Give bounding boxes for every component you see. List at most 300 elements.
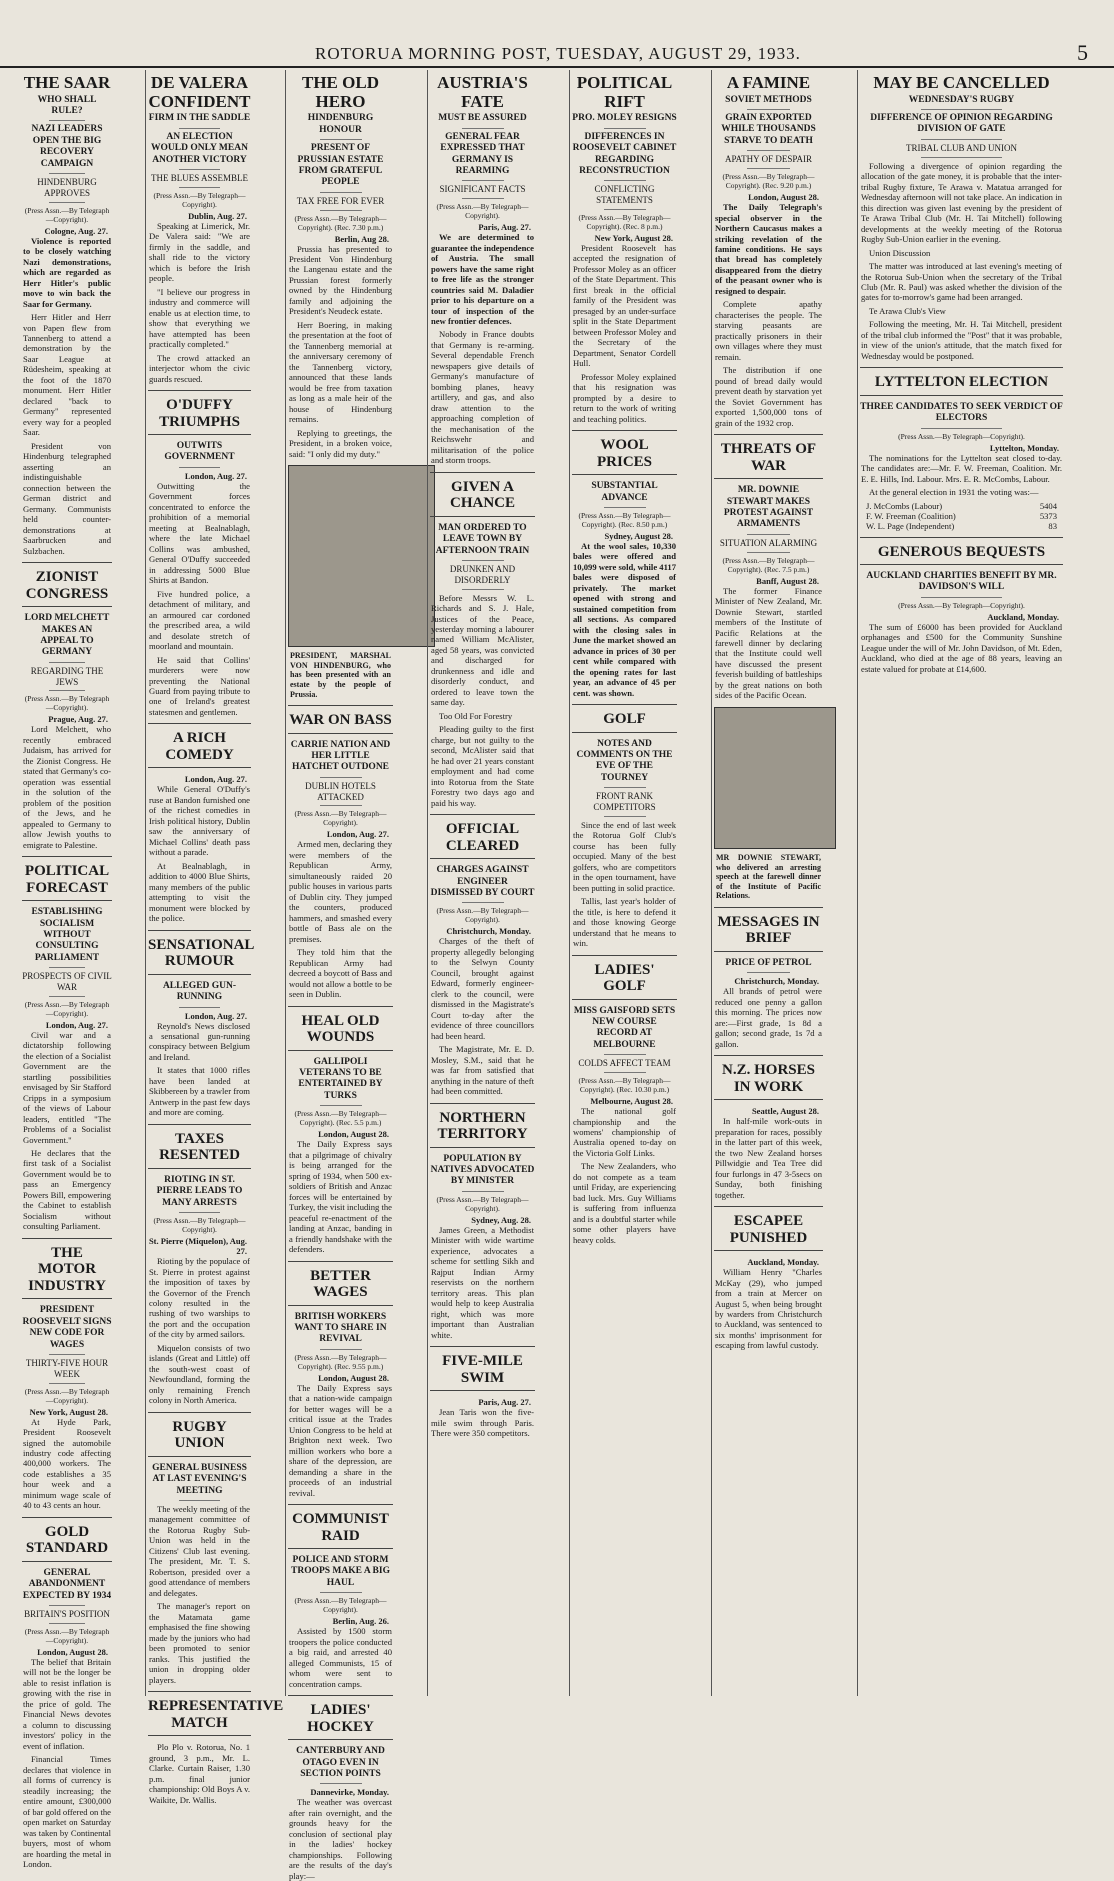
article xyxy=(22,74,112,556)
headline-box xyxy=(22,74,112,93)
divider xyxy=(462,180,504,181)
article xyxy=(148,1124,251,1406)
article xyxy=(288,1504,393,1689)
dateline: Lyttelton, Monday. xyxy=(989,442,1059,453)
press-credit: (Press Assn.—By Telegraph—Copyright). (Rec. 9.55 p.m.) xyxy=(294,1352,387,1371)
article-subhead: BRITAIN'S POSITION xyxy=(24,1609,110,1620)
article xyxy=(148,390,251,717)
article-headline: GENEROUS BEQUESTS xyxy=(877,543,1046,560)
divider xyxy=(179,169,220,170)
press-credit: (Press Assn.—By Telegraph—Copyright). xyxy=(898,431,1025,441)
article-headline: RUGBY UNION xyxy=(172,1418,227,1452)
divider xyxy=(49,662,85,663)
article-subhead: WEDNESDAY'S RUGBY xyxy=(908,94,1015,105)
body-paragraph: Reynold's News disclosed a sensational gun-running conspiracy between Belgium and Ireland. xyxy=(149,1020,250,1062)
divider xyxy=(604,1072,646,1073)
headline-box xyxy=(572,955,677,1000)
article-headline: WOOL PRICES xyxy=(596,437,652,470)
article-headline: GOLD STANDARD xyxy=(25,1523,109,1557)
article-subhead: CANTERBURY AND OTAGO EVEN IN SECTION POINTS xyxy=(296,1746,385,1779)
body-paragraph: The belief that Britain will not be the longer be able to resist inflation is growing with the rise in the price of gold. The Financial News devotes a column to discussing investors' policy in the event of inflation. xyxy=(23,1656,111,1751)
dateline: London, Aug. 27. xyxy=(45,1019,108,1030)
article-subhead: PRICE OF PETROL xyxy=(725,957,812,968)
headline-box xyxy=(430,814,535,859)
body-paragraph: The New Zealanders, who do not compete as a team until Friday, are experiencing bad luck. Mrs. Guy Williams is suffering from influenza and is a doubtful starter while some other players have heavy colds. xyxy=(573,1161,676,1245)
divider xyxy=(604,180,646,181)
article xyxy=(430,1103,535,1341)
column-5 xyxy=(569,70,679,1696)
article-subhead: GENERAL FEAR EXPRESSED THAT GERMANY IS REARMING xyxy=(440,131,525,176)
dateline: New York, August 28. xyxy=(29,1406,108,1417)
divider xyxy=(179,1212,220,1213)
headline-box xyxy=(572,74,677,111)
column-3 xyxy=(285,70,395,1881)
dateline: Dannevirke, Monday. xyxy=(310,1787,389,1798)
article-subhead: GENERAL ABANDONMENT EXPECTED BY 1934 xyxy=(22,1567,112,1601)
article xyxy=(288,1695,393,1881)
article xyxy=(430,1346,535,1438)
headline-box xyxy=(714,907,823,952)
article xyxy=(714,434,823,701)
article-subhead: SIGNIFICANT FACTS xyxy=(439,184,526,195)
divider xyxy=(747,552,791,553)
divider xyxy=(921,597,1002,598)
article-subhead: TRIBAL CLUB AND UNION xyxy=(906,142,1017,153)
result-row xyxy=(866,501,1057,511)
headline-box xyxy=(22,562,112,607)
body-paragraph: Herr Hitler and Herr von Papen flew from Tannenberg to attend a demonstration by the Saar League at Rüdesheim, speaking at the foot of the 1870 monument. Herr Hitler declared "back to Germany" represented every way for a peopled Saar. xyxy=(23,312,111,438)
body-paragraph: Assisted by 1500 storm troopers the police conducted a big raid, and arrested 40 alleged Communists, 15 of whom were sent to concentration camps. xyxy=(289,1626,392,1689)
body-paragraph: Five hundred police, a detachment of military, and an armoured car cordoned the prescribed area, a wild and desolate stretch of moorland and mountain. xyxy=(149,588,250,652)
divider xyxy=(604,128,646,129)
lead-paragraph: We are determined to guarantee the independence of Austria. The small powers have the same right to free life as the stronger countries said M. Daladier prior to his departure on a tour of inspection of the new frontier defences. xyxy=(431,232,534,326)
result-row xyxy=(866,511,1057,521)
divider xyxy=(462,1191,504,1192)
headline-box xyxy=(860,74,1063,93)
body-paragraph: The sum of £6000 has been provided for Auckland orphanages and £500 for the Community Sunshine League under the will of Mr. John Davidson, of Mt. Eden, Auckland, who died at the age of 88 years, leaving an estate valued for probate at £14,600. xyxy=(861,621,1062,674)
dateline: Melbourne, August 28. xyxy=(590,1096,673,1107)
article-subhead: MR. DOWNIE STEWART MAKES PROTEST AGAINST ARMAMENTS xyxy=(723,485,814,530)
divider xyxy=(179,1500,220,1501)
body-paragraph: Prussia has presented to President Von Hindenburg the Langenau estate and the Prussian forest formerly owned by the Hindenburg family and adjoining the President's Neudeck estate. xyxy=(289,243,392,317)
body-paragraph: Professor Moley explained that his resignation was prompted by a desire to return to the work of writing and teaching politics. xyxy=(573,371,676,424)
dateline: Banff, August 28. xyxy=(756,575,819,586)
divider xyxy=(49,690,85,691)
article-subhead: OUTWITS GOVERNMENT xyxy=(164,441,235,463)
article-subhead: LORD MELCHETT MAKES AN APPEAL TO GERMANY xyxy=(24,613,110,658)
article-subhead: HINDENBURG APPROVES xyxy=(37,177,97,198)
divider xyxy=(320,1105,362,1106)
body-paragraph: Outwitting the Government forces concentrated to enforce the prohibition of a memorial meeting at Bealnablagh, where the late Michael Collins was ambushed, General O'Duffy succeeded in addressing 5000 Blue Shirts at Bandon. xyxy=(149,480,250,586)
body-paragraph: The nominations for the Lyttelton seat closed to-day. The candidates are:—Mr. F. W. Freeman, Coalition. Mr. E. E. Hills, Ind. Labour. Mrs. E. R. McCombs, Labour. xyxy=(861,452,1062,484)
article xyxy=(22,1517,112,1870)
candidate-name: F. W. Freeman (Coalition) xyxy=(866,510,956,521)
article-subhead: AUCKLAND CHARITIES BENEFIT BY MR. DAVIDSON'S WILL xyxy=(866,571,1057,593)
body-paragraph: President Roosevelt has accepted the resignation of Professor Moley as an officer of the State Department. This first break in the official family of the President was presaged by an under-surface split in the State Department between Professor Moley and the Secretary of the Department, Senator Cordell Hull. xyxy=(573,242,676,369)
dateline: Christchurch, Monday. xyxy=(446,926,531,937)
divider xyxy=(320,192,362,193)
body-paragraph: Pleading guilty to the first charge, but not guilty to the second, McAlister said that he had over 21 years constant employment and had come into Rotorua from the State Forestry two days ago and paid his way. xyxy=(431,724,534,808)
body-paragraph: It states that 1000 rifles have been landed at Skibbereen by a trawler from Antwerp in the past few days and more are coming. xyxy=(149,1065,250,1118)
article-headline: BETTER WAGES xyxy=(310,1267,371,1301)
article-subhead: CHARGES AGAINST ENGINEER DISMISSED BY COURT xyxy=(430,865,535,899)
body-paragraph: "I believe our progress in industry and commerce will enable us at election time, to show that everything we have attempted has been practically completed." xyxy=(149,286,250,350)
press-credit: (Press Assn.—By Telegraph—Copyright). (Rec. 7.5 p.m.) xyxy=(722,555,815,574)
body-paragraph: The matter was introduced at last evening's meeting of the Rotorua Sub-Union when the secretary of the Tribal Club (Mr. R. Paul) was asked whether the division of the gates for to-morrow's game had been arranged. xyxy=(861,261,1062,303)
divider xyxy=(462,560,504,561)
masthead-rule xyxy=(0,66,1114,68)
divider xyxy=(604,1054,646,1055)
headline-box xyxy=(288,1261,393,1306)
dateline: St. Pierre (Miquelon), Aug. 27. xyxy=(148,1236,247,1257)
headline-box xyxy=(430,472,535,517)
divider xyxy=(49,173,85,174)
headline-box xyxy=(288,705,393,734)
body-paragraph: Speaking at Limerick, Mr. De Valera said: "We are firmly in the saddle, and shall ride to the victory which is before the Irish people. xyxy=(149,220,250,284)
photo-caption: MR DOWNIE STEWART, who delivered an arresting speech at the farewell dinner of the Institute of Pacific Relations. xyxy=(716,852,821,901)
body-paragraph: The weekly meeting of the management committee of the Rotorua Rugby Sub-Union was held in the Citizens' Club last evening. The president, Mr. T. S. Robertson, presided over a good attendance of members and delegates. xyxy=(149,1504,250,1598)
article-headline: THREATS OF WAR xyxy=(720,441,817,474)
headline-box xyxy=(714,1206,823,1251)
dateline: Seattle, August 28. xyxy=(751,1106,819,1117)
article xyxy=(288,705,393,1000)
article-subhead: SOVIET METHODS xyxy=(725,94,812,105)
press-credit: (Press Assn.—By Telegraph—Copyright). xyxy=(24,205,110,224)
article-subhead: HINDENBURG HONOUR xyxy=(307,113,374,135)
divider xyxy=(921,157,1002,158)
body-paragraph: President von Hindenburg telegraphed asserting an indistinguishable connection between the German district and Germany. Communists held counter-demonstrations at Saarbrucken and Sulzbachen. xyxy=(23,440,111,556)
vote-count: 5373 xyxy=(1039,510,1057,521)
body-paragraph: Miquelon consists of two islands (Great and Little) off the south-west coast of Newfoundland, forming the only remaining French colony in North America. xyxy=(149,1342,250,1406)
article-subhead: CONFLICTING STATEMENTS xyxy=(594,184,655,206)
article-headline: WAR ON BASS xyxy=(289,712,392,729)
divider xyxy=(49,202,85,203)
candidate-name: J. McCombs (Labour) xyxy=(866,500,943,511)
body-paragraph: Civil war and a dictatorship following the election of a Socialist Government are the startling possibilities envisaged by Sir Stafford Cripps in a symposium of the views of Labour leaders, entitled "The Problems of a Socialist Government." xyxy=(23,1029,111,1145)
article-headline: O'DUFFY TRIUMPHS xyxy=(159,397,240,430)
column-7 xyxy=(857,70,1065,1696)
body-paragraph: Too Old For Forestry xyxy=(439,710,513,721)
body-paragraph: The former Finance Minister of New Zealand, Mr. Downie Stewart, startled members of the Institute of Pacific Relations at the farewell dinner by declaring that the Institute could well have discussed the present feverish building of battleships by the great nations on both sides of the Pacific Ocean. xyxy=(715,585,822,701)
headline-box xyxy=(430,1346,535,1391)
article-headline: THE OLD HERO xyxy=(302,73,379,111)
article xyxy=(22,562,112,850)
article-headline: NORTHERN TERRITORY xyxy=(437,1109,528,1143)
dateline: London, Aug. 27. xyxy=(184,470,247,481)
article-headline: LADIES' HOCKEY xyxy=(307,1702,374,1735)
dateline: Dublin, Aug. 27. xyxy=(188,210,247,221)
column-2 xyxy=(145,70,284,1805)
article-headline: HEAL OLD WOUNDS xyxy=(301,1012,380,1046)
article-subhead: THIRTY-FIVE HOUR WEEK xyxy=(25,1357,109,1379)
divider xyxy=(462,589,504,590)
divider xyxy=(747,150,791,151)
press-credit: (Press Assn.—By Telegraph—Copyright). xyxy=(153,190,246,209)
article-headline: ESCAPEE PUNISHED xyxy=(729,1213,808,1246)
body-paragraph: Since the end of last week the Rotorua Golf Club's course has been fully occupied. Many of the best golfers, who are competitors in the open tournament, have been putting in solid practice. xyxy=(573,819,676,893)
article-headline: N.Z. HORSES IN WORK xyxy=(722,1062,815,1095)
dateline: Berlin, Aug 28. xyxy=(334,233,389,244)
article xyxy=(288,74,393,459)
headline-box xyxy=(148,1124,251,1169)
divider xyxy=(604,787,646,788)
body-paragraph: Te Arawa Club's View xyxy=(869,305,946,316)
portrait-photo xyxy=(714,707,836,849)
article-subhead: ESTABLISHING SOCIALISM WITHOUT CONSULTING PARLIAMENT xyxy=(31,907,103,963)
article-headline: A FAMINE xyxy=(726,73,811,92)
divider xyxy=(320,210,362,211)
article-headline: SENSATIONAL RUMOUR xyxy=(148,936,255,970)
dateline: London, August 28. xyxy=(37,1646,108,1657)
dateline: New York, August 28. xyxy=(594,232,673,243)
press-credit: (Press Assn.—By Telegraph—Copyright). (Rec. 9.20 p.m.) xyxy=(722,172,815,191)
divider xyxy=(49,996,85,997)
article-subhead: ALLEGED GUN-RUNNING xyxy=(162,980,237,1003)
article xyxy=(714,74,823,428)
body-paragraph: The Magistrate, Mr. E. D. Mosley, S.M., said that he was far from satisfied that anything in the nature of theft had been committed. xyxy=(431,1044,534,1097)
article-headline: POLITICAL FORECAST xyxy=(24,863,110,896)
article-subhead: MUST BE ASSURED xyxy=(438,113,527,124)
vote-count: 83 xyxy=(1048,520,1057,531)
divider xyxy=(921,428,1002,429)
body-paragraph: Nobody in France doubts that Germany is re-arming. Several dependable French newspapers give details of Germany's manufacture of bombing planes, heavy artillery, and gas, and also draw attention to the approaching completion of the mechanisation of the Reichswehr and militarisation of the police and storm troops. xyxy=(431,329,534,466)
press-credit: (Press Assn.—By Telegraph—Copyright). xyxy=(24,694,110,713)
dateline: Auckland, Monday. xyxy=(987,611,1059,622)
body-paragraph: In half-mile work-outs in preparation for races, possibly in the latter part of this week, the two New Zealand horses Pillwidgie and Tea Tree did four furlongs in 47 3-5secs on Sunday, both finishing together. xyxy=(715,1116,822,1200)
article-headline: GOLF xyxy=(603,711,646,728)
article xyxy=(430,74,535,466)
body-paragraph: The national golf championship and the womens' championship of Australia opened to-day on the Victoria Golf Links. xyxy=(573,1106,676,1158)
body-paragraph: He said that Collins' murderers were now preventing the National Guard from paying tribute to one of Ireland's greatest statesmen and gentlemen. xyxy=(149,654,250,717)
article xyxy=(572,704,677,948)
divider xyxy=(179,1007,220,1008)
dateline: Berlin, Aug. 26. xyxy=(332,1616,389,1627)
press-credit: (Press Assn.—By Telegraph—Copyright). (Rec. 7.30 p.m.) xyxy=(294,213,387,232)
article-subhead: RIOTING IN ST. PIERRE LEADS TO MANY ARRESTS xyxy=(156,1174,243,1208)
lead-paragraph: Violence is reported to be closely watching Nazi demonstrations, which are regarded as Herr Hitler's public move to win back the Saar for Germany. xyxy=(23,235,111,309)
divider xyxy=(49,1354,85,1355)
page-number: 5 xyxy=(1077,40,1088,65)
body-paragraph: William Henry "Charles McKay (29), who jumped from a train at Mercer on August 5, when being brought by warders from Christchurch to Auckland, was sentenced to six months' imprisonment for escaping from lawful custody. xyxy=(715,1267,822,1351)
headline-box xyxy=(148,930,255,975)
article xyxy=(148,74,251,384)
headline-box xyxy=(148,390,251,435)
body-paragraph: He declares that the first task of a Socialist Government would be to pass an Emergency Powers Bill, empowering the Cabinet to establish Socialism without consulting Parliament. xyxy=(23,1148,111,1232)
article-subhead: MAN ORDERED TO LEAVE TOWN BY AFTERNOON TRAIN xyxy=(435,522,530,556)
article xyxy=(572,74,677,424)
article-subhead: AN ELECTION WOULD ONLY MEAN ANOTHER VICTORY xyxy=(151,131,248,165)
headline-box xyxy=(288,74,393,111)
dateline: Cologne, Aug. 27. xyxy=(44,225,108,236)
article-subhead: GENERAL BUSINESS AT LAST EVENING'S MEETING xyxy=(152,1462,247,1496)
article-headline: LYTTELTON ELECTION xyxy=(874,374,1049,391)
headline-box xyxy=(22,856,112,901)
article-subhead: THE BLUES ASSEMBLE xyxy=(150,172,248,183)
article xyxy=(430,814,535,1096)
dateline: London, Aug. 27. xyxy=(326,829,389,840)
article xyxy=(714,707,823,901)
body-paragraph: While General O'Duffy's ruse at Bandon furnished one of the richest comedies in Irish political history, Dublin saw the anniversary of Michael Collins' death pass without a parade. xyxy=(149,784,250,858)
divider xyxy=(747,534,791,535)
divider xyxy=(49,1605,85,1606)
article xyxy=(148,930,255,1118)
article-headline: ZIONIST CONGRESS xyxy=(25,569,109,602)
article-subhead: SITUATION ALARMING xyxy=(719,537,818,548)
result-row xyxy=(866,521,1057,531)
article-subhead: CARRIE NATION AND HER LITTLE HATCHET OUTDONE xyxy=(290,739,391,773)
dateline: London, Aug. 27. xyxy=(184,1010,247,1021)
article-subhead: APATHY OF DESPAIR xyxy=(724,154,813,165)
divider xyxy=(320,777,362,778)
article-headline: POLITICAL RIFT xyxy=(576,73,673,111)
article xyxy=(714,907,823,1049)
press-credit: (Press Assn.—By Telegraph—Copyright). xyxy=(294,809,387,828)
body-paragraph: Jean Taris won the five-mile swim through Paris. There were 350 competitors. xyxy=(431,1407,534,1439)
dateline: Paris, Aug. 27. xyxy=(478,1397,531,1408)
article xyxy=(288,1261,393,1499)
article xyxy=(22,1238,112,1511)
press-credit: (Press Assn.—By Telegraph—Copyright). xyxy=(436,906,529,925)
article-subhead: POLICE AND STORM TROOPS MAKE A BIG HAUL xyxy=(291,1555,390,1588)
body-paragraph: Replying to greetings, the President, in a broken voice, said: "I only did my duty." xyxy=(289,427,392,459)
headline-box xyxy=(148,1691,284,1736)
dateline: London, August 28. xyxy=(318,1372,389,1383)
article-subhead: POPULATION BY NATIVES ADVOCATED BY MINISTER xyxy=(430,1153,535,1187)
photo-caption: PRESIDENT, MARSHAL VON HINDENBURG, who has been presented with an estate by the people of Prussia. xyxy=(290,651,391,699)
article xyxy=(714,1206,823,1351)
body-paragraph: James Green, a Methodist Minister with wide wartime experience, advocates a scheme for settling Sikh and Rajput Indian Army reservists on the northern territory areas. This plan would help to keep Australia right, which was more important than Australian white. xyxy=(431,1224,534,1340)
body-paragraph: The distribution if one pound of bread daily would prevent death by starvation yet the Soviet Government has exported 1,500,000 tons of grain of the 1932 crop. xyxy=(715,365,822,428)
headline-box xyxy=(714,434,823,479)
headline-box xyxy=(430,1103,535,1148)
divider xyxy=(49,120,85,121)
article xyxy=(430,472,535,808)
dateline: Christchurch, Monday. xyxy=(734,976,819,987)
body-paragraph: At Bealnablagh, in addition to 4000 Blue Shirts, many members of the public attempting to visit the monument were blocked by the police. xyxy=(149,860,250,924)
column-6 xyxy=(711,70,825,1696)
headline-box xyxy=(714,1055,823,1100)
article-headline: FIVE-MILE SWIM xyxy=(442,1353,523,1386)
body-paragraph: At the general election in 1931 the voting was:— xyxy=(869,487,1039,498)
article-headline: DE VALERA CONFIDENT xyxy=(148,73,251,111)
headline-box xyxy=(860,367,1063,396)
dateline: London, Aug. 27. xyxy=(184,774,247,785)
body-paragraph: The Daily Express says that a nation-wide campaign for better wages will be a critical issue at the Trades Union Congress to be held at Brighton next week. Two million workers who bore a share of the depression, are demanding a share in the proceeds of an industrial revival. xyxy=(289,1382,392,1498)
press-credit: (Press Assn.—By Telegraph—Copyright). (Rec. 10.30 p.m.) xyxy=(578,1076,671,1095)
article-subhead: PRESENT OF PRUSSIAN ESTATE FROM GRATEFUL PEOPLE xyxy=(297,143,384,188)
article xyxy=(572,430,677,698)
body-paragraph: Following a divergence of opinion regarding the allocation of the gate money, it is probable that the inter-tribal Rugby fixture, Te Arawa v. Matatua arranged for Wednesday afternoon will not take place. An indication in this direction was given last evening by the president of Te Arawa Tribal Club (Mr. H. Tai Mitchell) following developments at the weekly meeting of the Rotorua Rugby Sub-Union earlier in the evening. xyxy=(861,160,1062,245)
divider xyxy=(921,109,1002,110)
article xyxy=(288,465,393,699)
article-subhead: WHO SHALL RULE? xyxy=(37,94,97,117)
body-paragraph: Tallis, last year's holder of the title, is here to defend it and those knowing George understand that he means to win. xyxy=(573,896,676,949)
body-paragraph: Union Discussion xyxy=(869,247,931,258)
body-paragraph: The manager's report on the Matamata game emphasised the fine showing made by the juniors who had been promoted to senior ranks. This justified the union in dropping older players. xyxy=(149,1601,250,1685)
article xyxy=(714,1055,823,1200)
dateline: Sydney, August 28. xyxy=(604,530,673,541)
body-paragraph: Charges of the theft of property allegedly belonging to the Selwyn County Council, brought against Edward, formerly engineer-clerk to the council, were dismissed in the Magistrate's Court to-day after the evidence of three councillors had been heard. xyxy=(431,936,534,1041)
dateline: Paris, Aug. 27. xyxy=(478,222,531,233)
article-subhead: NOTES AND COMMENTS ON THE EVE OF THE TOURNEY xyxy=(576,738,673,783)
headline-box xyxy=(22,1517,112,1562)
article-headline: THE MOTOR INDUSTRY xyxy=(28,1244,106,1294)
portrait-photo xyxy=(288,465,435,647)
article-headline: LADIES' GOLF xyxy=(594,961,655,995)
article xyxy=(148,1691,284,1805)
divider xyxy=(747,168,791,169)
article-subhead: FIRM IN THE SADDLE xyxy=(148,113,251,124)
press-credit: (Press Assn.—By Telegraph—Copyright). xyxy=(24,1386,110,1405)
election-results xyxy=(866,501,1057,531)
body-paragraph: Following the meeting, Mr. H. Tai Mitchell, president of the tribal club informed the "Post" that it was probable, in view of the union's attitude, that the match fixed for Wednesday would be postponed. xyxy=(861,319,1062,361)
article-subhead: MISS GAISFORD SETS NEW COURSE RECORD AT MELBOURNE xyxy=(573,1005,676,1050)
article xyxy=(288,1006,393,1255)
divider xyxy=(462,198,504,199)
divider xyxy=(320,1783,362,1784)
divider xyxy=(320,1349,362,1350)
divider xyxy=(179,128,220,129)
headline-box xyxy=(148,74,251,111)
article xyxy=(22,856,112,1232)
article xyxy=(148,723,251,923)
article-headline: COMMUNIST RAID xyxy=(292,1511,389,1544)
divider xyxy=(462,128,504,129)
body-paragraph: The Daily Express says that a pilgrimage of chivalry is being arranged for the spring of 1934, when 500 ex-soldiers of British and Anzac forces will be entertained by Turkey, the visit including the peaceful re-enactment of the landing at Anzac, banding in a friendly handshake with the defenders. xyxy=(289,1139,392,1255)
press-credit: (Press Assn.—By Telegraph—Copyright). xyxy=(24,999,110,1018)
headline-box xyxy=(148,1412,251,1457)
vote-count: 5404 xyxy=(1039,500,1057,511)
article-headline: MESSAGES IN BRIEF xyxy=(717,913,820,947)
article-subhead: TAX FREE FOR EVER xyxy=(296,195,385,206)
article-subhead: PRO. MOLEY RESIGNS xyxy=(572,113,677,124)
press-credit: (Press Assn.—By Telegraph—Copyright). (Rec. 8 p.m.) xyxy=(578,212,671,231)
body-paragraph: At Hyde Park, President Roosevelt signed the automobile industry code affecting 400,000 workers. The code establishes a 35 hour week and a minimum wage scale of 40 to 43 cents an hour. xyxy=(23,1416,111,1511)
dateline: Sydney, Aug. 28. xyxy=(471,1214,531,1225)
article-subhead: PRESIDENT ROOSEVELT SIGNS NEW CODE FOR WAGES xyxy=(22,1305,112,1350)
press-credit: (Press Assn.—By Telegraph—Copyright). (Rec. 5.5 p.m.) xyxy=(294,1109,387,1128)
press-credit: (Press Assn.—By Telegraph—Copyright). xyxy=(436,1194,529,1213)
headline-box xyxy=(148,723,251,768)
lead-paragraph: The Daily Telegraph's special observer in the Northern Caucasus makes a striking revelation of the famine conditions. He says that bread has completely disappeared from the dietry of the peasant owner who is resigned to despair. xyxy=(715,202,822,296)
article-subhead: SUBSTANTIAL ADVANCE xyxy=(591,481,658,503)
body-paragraph: The crowd attacked an interjector whom the civic guards rescued. xyxy=(149,352,250,384)
lead-paragraph: At the wool sales, 10,330 bales were offered and 10,099 were sold, while 4117 bales were disposed of privately. The market opened with strong and sustained competition from all sections. As compared with the closing sales in June the market showed an advance in prices of 30 per cent while compared with the opening rates for last year, an advance of 45 per cent. was shown. xyxy=(573,540,676,698)
divider xyxy=(604,816,646,817)
article xyxy=(572,955,677,1246)
divider xyxy=(604,507,646,508)
body-paragraph: Lord Melchett, who recently embraced Judaism, has arrived for the Zionist Congress. He stated that Germany's co-operation was essential in the solution of the problem of the position of the Jews, and he appealed to Germany to allow Jewish youths to emigrate to Palestine. xyxy=(23,724,111,850)
article-subhead: DIFFERENCES IN ROOSEVELT CABINET REGARDING RECONSTRUCTION xyxy=(572,131,677,176)
divider xyxy=(320,1592,362,1593)
article-subhead: FRONT RANK COMPETITORS xyxy=(593,791,656,813)
article-headline: THE SAAR xyxy=(23,73,111,92)
article-subhead: REGARDING THE JEWS xyxy=(30,665,104,687)
press-credit: (Press Assn.—By Telegraph—Copyright). xyxy=(153,1216,246,1235)
divider xyxy=(49,967,85,968)
divider xyxy=(179,187,220,188)
body-paragraph: Complete apathy characterises the people. The starving peasants are practically prisoners in their own villages where they must remain. xyxy=(715,299,822,362)
press-credit: (Press Assn.—By Telegraph—Copyright). xyxy=(898,600,1025,610)
divider xyxy=(49,1623,85,1624)
headline-box xyxy=(288,1504,393,1549)
dateline: Auckland, Monday. xyxy=(747,1257,819,1268)
article-headline: GIVEN A CHANCE xyxy=(449,478,515,512)
dateline: Prague, Aug. 27. xyxy=(48,714,108,725)
article-subhead: DIFFERENCE OF OPINION REGARDING DIVISION OF GATE xyxy=(870,113,1053,135)
headline-box xyxy=(714,74,823,93)
body-paragraph: The weather was overcast after rain overnight, and the grounds heavy for the conclusion of sectional play in the ladies' hockey championships. Following are the results of the day's play:— xyxy=(289,1797,392,1881)
